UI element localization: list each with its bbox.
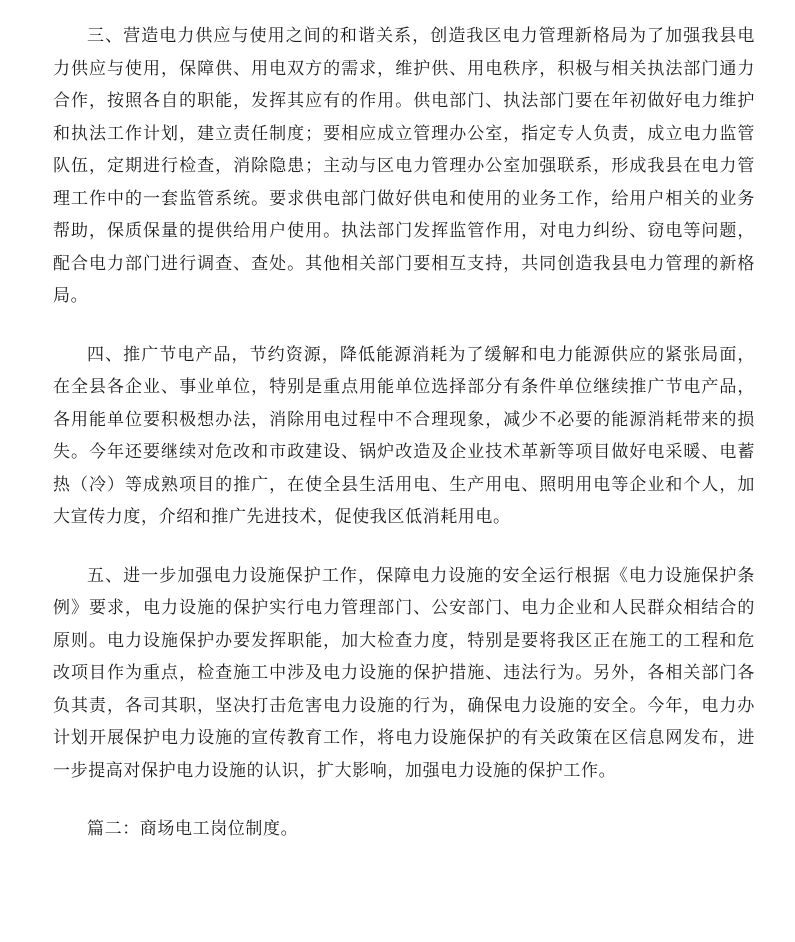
paragraph-section-three: 三、营造电力供应与使用之间的和谐关系，创造我区电力管理新格局为了加强我县电力供应与使用，保障供、用电双方的需求，维护供、用电秩序，积极与相关执法部门通力合作，按照各自的职能，发挥其应有的作用。供电部门、执法部门要在年初做好电力维护和执法工作计划，建立责任制度；要相应成立管理办公室，指定专人负责，成立电力监管队伍，定期进行检查，消除隐患；主动与区电力管理办公室加强联系，形成我县在电力管理工作中的一套监管系统。要求供电部门做好供电和使用的业务工作，给用户相关的业务帮助，保质保量的提供给用户使用。执法部门发挥监管作用，对电力纠纷、窃电等问题，配合电力部门进行调查、查处。其他相关部门要相互支持，共同创造我县电力管理的新格局。	[53, 26, 755, 306]
paragraph-section-five: 五、进一步加强电力设施保护工作，保障电力设施的安全运行根据《电力设施保护条例》要求，电力设施的保护实行电力管理部门、公安部门、电力企业和人民群众相结合的原则。电力设施保护办要发挥职能，加大检查力度，特别是要将我区正在施工的工程和危改项目作为重点，检查施工中涉及电力设施的保护措施、违法行为。另外，各相关部门各负其责，各司其职，坚决打击危害电力设施的行为，确保电力设施的安全。今年，电力办计划开展保护电力设施的宣传教育工作，将电力设施保护的有关政策在区信息网发布，进一步提高对保护电力设施的认识，扩大影响，加强电力设施的保护工作。	[53, 565, 755, 781]
paragraph-section-four: 四、推广节电产品，节约资源，降低能源消耗为了缓解和电力能源供应的紧张局面，在全县各企业、事业单位，特别是重点用能单位选择部分有条件单位继续推广节电产品，各用能单位要积极想办法，消除用电过程中不合理现象，减少不必要的能源消耗带来的损失。今年还要继续对危改和市政建设、锅炉改造及企业技术革新等项目做好电采暖、电蓄热（冷）等成熟项目的推广，在使全县生活用电、生产用电、照明用电等企业和个人，加大宣传力度，介绍和推广先进技术，促使我区低消耗用电。	[53, 344, 755, 527]
next-section-heading: 篇二：商场电工岗位制度。	[87, 819, 299, 839]
